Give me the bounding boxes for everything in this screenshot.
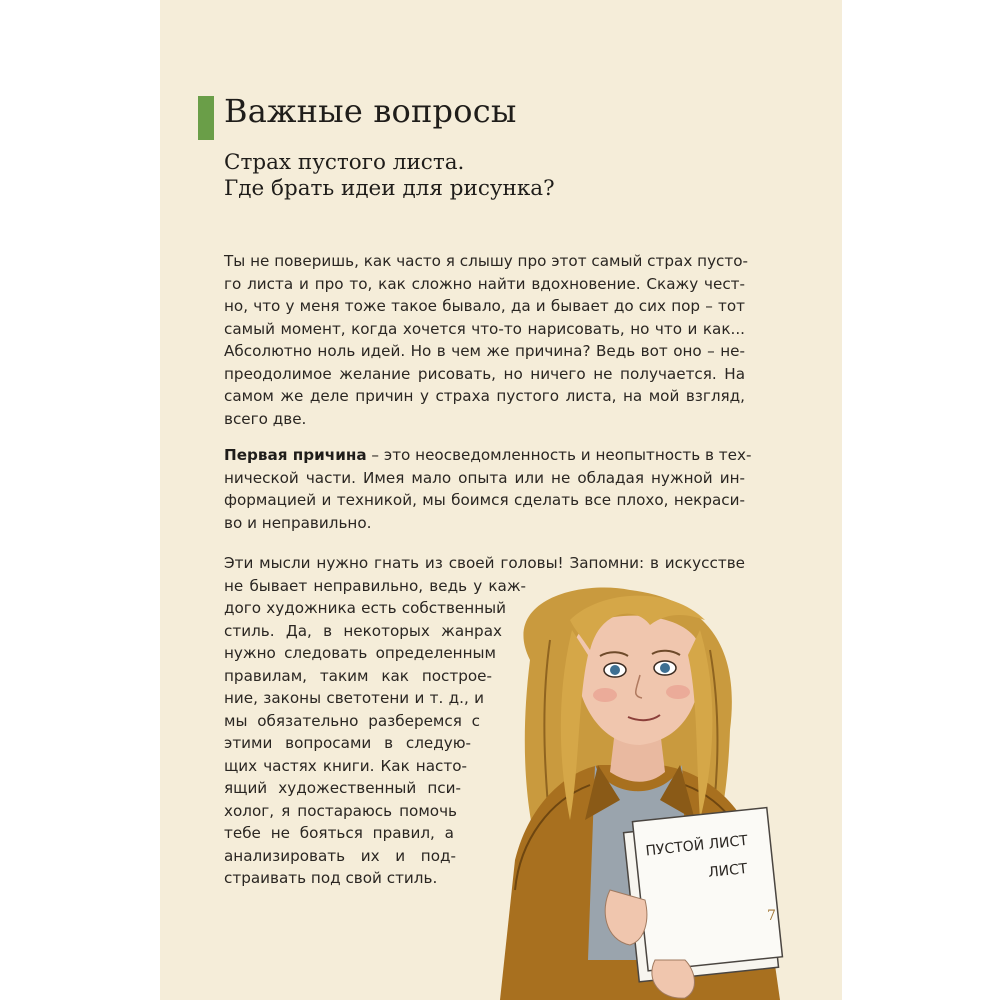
text-line: го листа и про то, как сложно найти вдохновение. Скажу чест- [224,274,745,293]
chapter-subtitle [224,150,555,202]
text-line: нической части. Имея мало опыта или не обладая нужной ин- [224,468,745,487]
paper-text: ПУСТОЙ ЛИСТ [644,832,749,860]
text-line: преодолимое желание рисовать, но ничего не получается. На [224,364,745,383]
text-line: нужно следовать определенным [224,644,496,662]
paper-text: ЛИСТ [707,860,749,881]
text-line: дого художника есть собственный [224,599,506,617]
text-line: Абсолютно ноль идей. Но в чем же причина? Ведь вот оно – не- [224,342,745,360]
paragraph-intro [224,250,749,430]
girl-illustration [460,560,790,1000]
text-line: самом же деле причин у страха пустого листа, на мой взгляд, [224,387,745,405]
text-line: самый момент, когда хочется что-то нарисовать, но что и как... [224,319,745,338]
text-fragment: – это неосведомленность и неопытность в тех- [366,446,752,464]
text-line: стиль. Да, в некоторых жанрах [224,621,502,640]
text-line: не бывает неправильно, ведь у каж- [224,576,526,595]
text-line: правилам, таким как построе- [224,666,492,685]
text-line: всего две. [224,409,307,428]
book-page [160,0,842,1000]
page-number: 7 [767,908,776,924]
text-line: Ты не поверишь, как часто я слышу про этот самый страх пусто- [224,252,749,270]
text-line: ящий художественный пси- [224,779,461,797]
text-line: страивать под свой стиль. [224,869,438,887]
subtitle-line: Страх пустого листа. [224,150,465,175]
text-line: мы обязательно разберемся с [224,711,480,730]
section-accent-bar [198,96,214,140]
section-title: Важные вопросы [224,92,517,130]
papers [623,808,784,982]
text-line: анализировать их и под- [224,846,456,865]
text-line: формацией и техникой, мы боимся сделать все плохо, некраси- [224,491,745,509]
text-line: но, что у меня тоже такое бывало, да и бывает до сих пор – тот [224,297,745,315]
text-line: щих частях книги. Как насто- [224,756,467,775]
subtitle-line: Где брать идеи для рисунка? [224,176,555,201]
text-line: ние, законы светотени и т. д., и [224,689,484,707]
text-line: Эти мысли нужно гнать из своей головы! Запомни: в искусстве [224,554,745,572]
text-line: во и неправильно. [224,513,372,532]
text-line: тебе не бояться правил, а [224,824,454,842]
text-line: холог, я постараюсь помочь [224,801,457,820]
text-line [224,444,752,467]
text-line: этими вопросами в следую- [224,734,471,752]
bold-lead: Первая причина [224,446,367,464]
paragraph-first-reason [224,444,752,534]
